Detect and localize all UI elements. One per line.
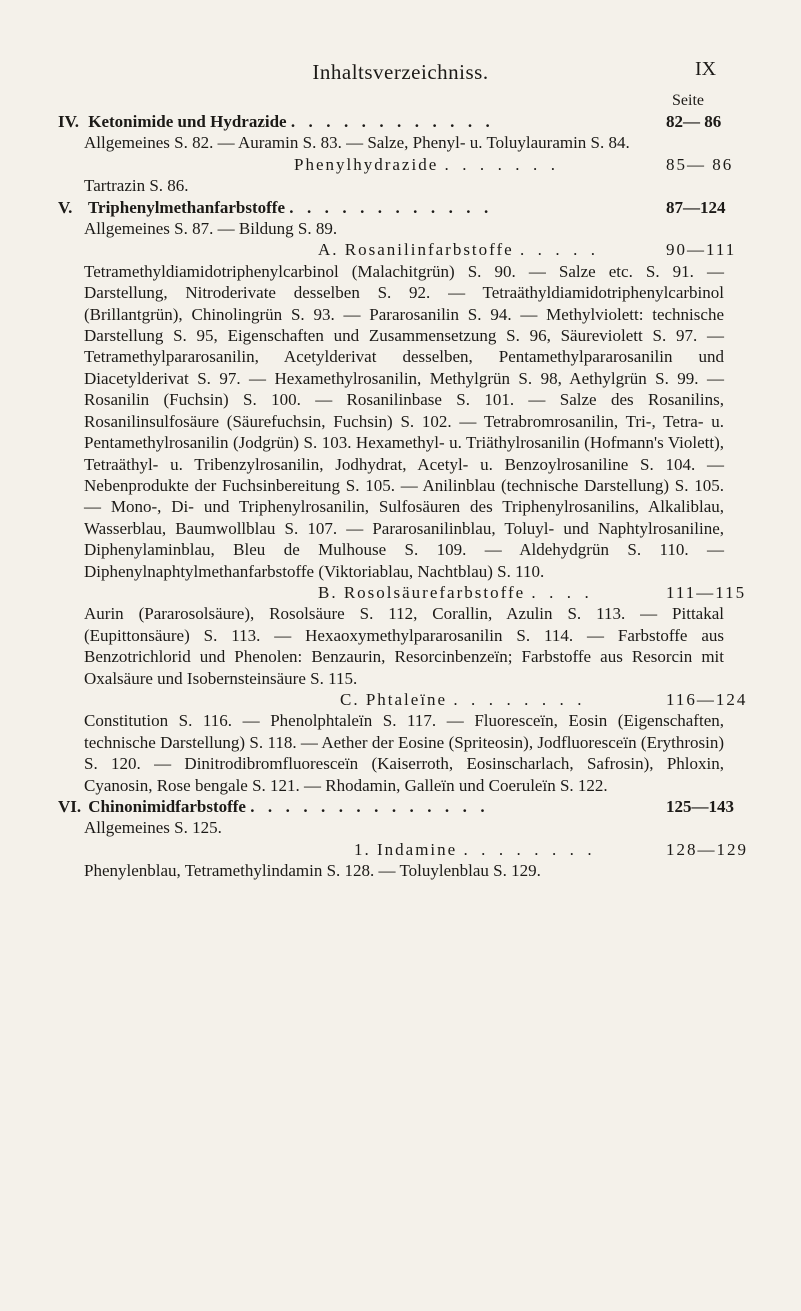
leader-dots: . . . . xyxy=(531,582,594,602)
subsection-pages: 85— 86 xyxy=(666,154,734,174)
subsection-b-heading xyxy=(84,582,747,603)
section-iv-heading xyxy=(58,111,724,132)
section-pages: 82— 86 xyxy=(666,112,722,131)
section-iv-text: Allgemeines S. 82. — Auramin S. 83. — Salze, Phenyl- u. Toluylauramin S. 84. xyxy=(84,133,630,153)
leader-dots: . . . . . . . . . . . . . . xyxy=(250,797,490,816)
subsection-heading xyxy=(84,154,734,175)
leader-dots: . . . . . . . . . . . . xyxy=(289,197,493,217)
section-numeral: V. xyxy=(58,197,73,217)
section-pages: 125—143 xyxy=(666,797,734,816)
subsection-title: B. Rosolsäurefarbstoffe xyxy=(318,582,526,602)
subsection-c-heading xyxy=(84,689,748,710)
section-v-heading xyxy=(58,197,726,218)
subsection-text: Tartrazin S. 86. xyxy=(84,176,189,196)
section-numeral: VI. xyxy=(58,797,82,816)
section-title: Triphenylmethanfarbstoffe xyxy=(87,197,286,217)
section-vi-heading xyxy=(58,796,734,817)
subsection-a-heading xyxy=(84,239,737,260)
section-title: Chinonimidfarbstoffe xyxy=(88,797,246,816)
leader-dots: . . . . . . . . xyxy=(463,839,597,859)
leader-dots: . . . . . . . xyxy=(444,154,560,174)
subsection-pages: 128—129 xyxy=(666,839,748,859)
leader-dots: . . . . . . . . xyxy=(453,689,587,709)
subsection-title: Phenylhydrazide xyxy=(294,154,439,174)
section-numeral: IV. xyxy=(58,112,79,131)
section-title: Ketonimide und Hydrazide xyxy=(88,112,287,131)
running-head: Inhaltsverzeichniss. xyxy=(312,60,489,84)
page-number: IX xyxy=(695,58,717,80)
subsection-title: A. Rosanilinfarbstoffe xyxy=(318,240,514,260)
leader-dots: . . . . . . . . . . . . xyxy=(290,112,495,131)
subsection-a-text: Tetramethyldiamidotriphenylcarbinol (Malachitgrün) S. 90. — Salze etc. S. 91. — Darstellung, Nitroderivate desselben S. 92. — Tetraäthyldiamidotriphenylcarbinol (Brillantgrün), Chinolingrün S. 93. — Pararosanilin S. 94. — Methylviolett: technische Darstellung S. 95, Eigenschaften und Zusammensetzung S. 96, Säureviolett S. 97. — Tetramethylpararosanilin, Acetylderivat desselben, Pentamethylpararosanilin und Diacetylderivat S. 97. — Hexamethylrosanilin, Methylgrün S. 98, Aethylgrün S. 99. — Rosanilin (Fuchsin) S. 100. — Rosanilinbase S. 101. — Salze des Rosanilins, Rosanilinsulfosäure (Säurefuchsin, Fuchsin) S. 102. — Tetrabromrosanilin, Tri-, Tetra- u. Pentamethylrosanilin (Jodgrün) S. 103. Hexamethyl- u. Triäthylrosanilin (Hofmann's Violett), Tetraäthyl- u. Tribenzylrosanilin, Jodhydrat, Acetyl- u. Benzoylrosaniline S. 104. — Nebenprodukte der Fuchsinbereitung S. 105. — Anilinblau (technische Darstellung) S. 105. — Mono-, Di- und Triphenylrosanilin, Sulfosäuren des Triphenylrosanilins, Alkaliblau, Wasserblau, Baumwollblau S. 107. — Pararosanilinblau, Toluyl- und Naphtylrosaniline, Diphenylaminblau, Bleu de Mulhouse S. 109. — Aldehydgrün S. 110. — Diphenylnaphtylmethanfarbstoffe (Viktoriablau, Nachtblau) S. 110. xyxy=(84,261,724,581)
section-pages: 87—124 xyxy=(666,197,726,217)
subsection-1-heading xyxy=(84,839,748,860)
section-vi-text: Allgemeines S. 125. xyxy=(84,818,222,838)
subsection-title: C. Phtaleïne xyxy=(340,689,448,709)
subsection-b-text: Aurin (Pararosolsäure), Rosolsäure S. 112, Corallin, Azulin S. 113. — Pittakal (Eupittonsäure) S. 113. — Hexaoxymethylpararosanilin S. 114. — Farbstoffe aus Benzotrichlorid und Phenolen: Benzaurin, Resorcinbenzeïn; Farbstoffe aus Resorcin mit Oxalsäure und Isobernsteinsäure S. 115. xyxy=(84,604,724,688)
subsection-title: 1. Indamine xyxy=(354,839,458,859)
subsection-pages: 111—115 xyxy=(666,582,747,602)
subsection-1-text: Phenylenblau, Tetramethylindamin S. 128. — Toluylenblau S. 129. xyxy=(84,861,541,881)
seite-column-label: Seite xyxy=(672,92,704,109)
subsection-c-text: Constitution S. 116. — Phenolphtaleïn S. 117. — Fluoresceïn, Eosin (Eigenschaften, technische Darstellung) S. 118. — Aether der Eosine (Spriteosin), Jodfluoresceïn (Erythrosin) S. 120. — Dinitrodibromfluoresceïn (Kaiserroth, Eosinscharlach, Safrosin), Phloxin, Cyanosin, Rose bengale S. 121. — Rhodamin, Galleïn und Coeruleïn S. 122. xyxy=(84,711,724,795)
subsection-pages: 116—124 xyxy=(666,689,748,709)
subsection-pages: 90—111 xyxy=(666,240,737,260)
table-of-contents xyxy=(58,111,748,882)
leader-dots: . . . . . xyxy=(519,240,600,260)
section-v-text: Allgemeines S. 87. — Bildung S. 89. xyxy=(84,219,338,239)
